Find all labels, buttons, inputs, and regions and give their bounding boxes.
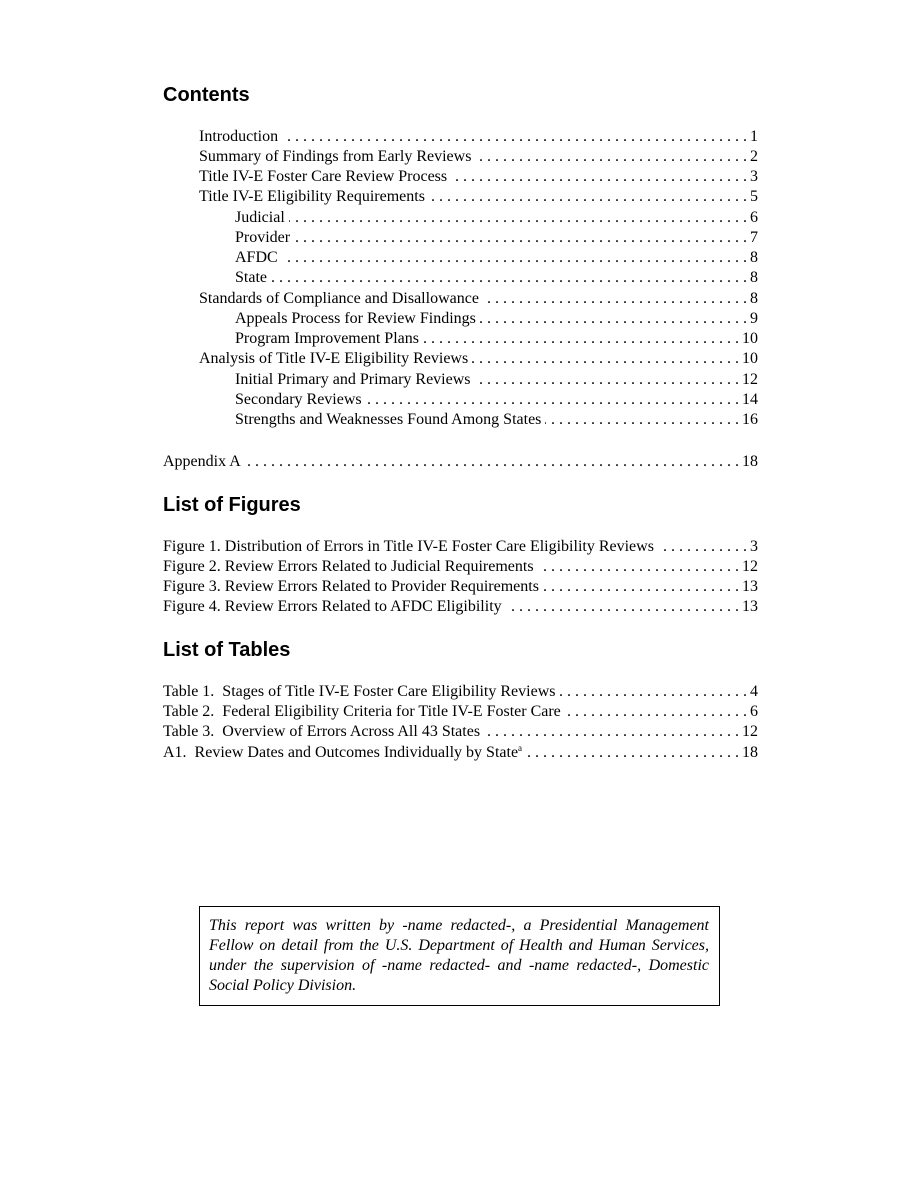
toc-entry-page: 10 — [742, 330, 758, 347]
table-entry-title: A1. Review Dates and Outcomes Individually by State — [163, 744, 519, 761]
toc-entry-review-process[interactable] — [199, 167, 758, 187]
dot-leader — [543, 577, 739, 597]
dot-leader — [559, 682, 747, 702]
toc-entry-introduction[interactable] — [199, 127, 758, 147]
figure-entry-page: 3 — [750, 538, 758, 555]
dot-leader — [658, 537, 747, 557]
figure-entry-1[interactable] — [163, 537, 758, 557]
table-entry-page: 12 — [742, 723, 758, 740]
table-entry-a1[interactable] — [163, 743, 758, 763]
toc-entry-eligibility-requirements[interactable] — [199, 187, 758, 207]
dot-leader — [294, 228, 747, 248]
dot-leader — [245, 452, 739, 472]
toc-entry-standards-of-compliance[interactable] — [199, 289, 758, 309]
dot-leader — [526, 743, 739, 763]
toc-entry-title: AFDC — [235, 249, 278, 266]
dot-leader — [480, 309, 747, 329]
table-entry-page: 4 — [750, 683, 758, 700]
toc-entry-page: 16 — [742, 411, 758, 428]
toc-entry-page: 7 — [750, 229, 758, 246]
dot-leader — [366, 390, 739, 410]
toc-entry-title: Appendix A — [163, 453, 241, 470]
figure-entry-page: 12 — [742, 558, 758, 575]
dot-leader — [506, 597, 739, 617]
dot-leader — [483, 289, 747, 309]
dot-leader — [423, 329, 739, 349]
dot-leader — [545, 410, 739, 430]
table-entry-2[interactable] — [163, 702, 758, 722]
toc-entry-summary-of-findings[interactable] — [199, 147, 758, 167]
toc-entry-page: 18 — [742, 453, 758, 470]
toc-entry-page: 12 — [742, 371, 758, 388]
toc-entry-program-improvement-plans[interactable] — [235, 329, 758, 349]
dot-leader — [484, 722, 739, 742]
toc-entry-page: 1 — [750, 128, 758, 145]
footnote-marker: a — [518, 743, 523, 753]
figure-entry-2[interactable] — [163, 557, 758, 577]
toc-entry-secondary-reviews[interactable] — [235, 390, 758, 410]
toc-entry-title: Title IV-E Eligibility Requirements — [199, 188, 425, 205]
toc-entry-title: Strengths and Weaknesses Found Among States — [235, 411, 542, 428]
toc-entry-title: Initial Primary and Primary Reviews — [235, 371, 471, 388]
toc-entry-appendix-a[interactable] — [163, 452, 758, 472]
dot-leader — [282, 127, 747, 147]
dot-leader — [429, 187, 747, 207]
figure-entry-title: Figure 2. Review Errors Related to Judicial Requirements — [163, 558, 534, 575]
figures-heading: List of Figures — [163, 494, 301, 516]
figure-entry-title: Figure 4. Review Errors Related to AFDC Eligibility — [163, 598, 502, 615]
toc-entry-page: 5 — [750, 188, 758, 205]
dot-leader — [475, 147, 747, 167]
dot-leader — [565, 702, 747, 722]
toc-entry-page: 6 — [750, 209, 758, 226]
toc-entry-provider[interactable] — [235, 228, 758, 248]
toc-entry-state[interactable] — [235, 268, 758, 288]
toc-entry-page: 8 — [750, 249, 758, 266]
toc-entry-page: 3 — [750, 168, 758, 185]
figure-entry-page: 13 — [742, 578, 758, 595]
toc-entry-judicial[interactable] — [235, 208, 758, 228]
figure-entry-title: Figure 3. Review Errors Related to Provider Requirements — [163, 578, 539, 595]
toc-entry-title: Analysis of Title IV-E Eligibility Reviews — [199, 350, 469, 367]
tables-heading: List of Tables — [163, 639, 291, 661]
dot-leader — [472, 349, 739, 369]
figure-entry-3[interactable] — [163, 577, 758, 597]
table-entry-title: Table 1. Stages of Title IV-E Foster Care Eligibility Reviews — [163, 683, 556, 700]
toc-entry-initial-primary-reviews[interactable] — [235, 370, 758, 390]
toc-entry-page: 9 — [750, 310, 758, 327]
toc-entry-page: 10 — [742, 350, 758, 367]
toc-entry-title: Secondary Reviews — [235, 391, 362, 408]
table-entry-1[interactable] — [163, 682, 758, 702]
figure-entry-page: 13 — [742, 598, 758, 615]
toc-entry-title: Program Improvement Plans — [235, 330, 419, 347]
toc-entry-title: Provider — [235, 229, 291, 246]
toc-entry-title: Appeals Process for Review Findings — [235, 310, 476, 327]
toc-entry-title: Standards of Compliance and Disallowance — [199, 290, 479, 307]
toc-entry-strengths-and-weaknesses[interactable] — [235, 410, 758, 430]
dot-leader — [282, 248, 747, 268]
table-entry-page: 18 — [742, 744, 758, 761]
toc-entry-title: Judicial — [235, 209, 285, 226]
toc-entry-title: Title IV-E Foster Care Review Process — [199, 168, 448, 185]
toc-entry-appeals-process[interactable] — [235, 309, 758, 329]
dot-leader — [475, 370, 739, 390]
dot-leader — [451, 167, 747, 187]
contents-heading: Contents — [163, 84, 250, 106]
table-entry-3[interactable] — [163, 722, 758, 742]
table-entry-title: Table 3. Overview of Errors Across All 43 States — [163, 723, 481, 740]
toc-entry-page: 14 — [742, 391, 758, 408]
table-entry-title: Table 2. Federal Eligibility Criteria for Title IV-E Foster Care — [163, 703, 561, 720]
toc-entry-title: Summary of Findings from Early Reviews — [199, 148, 472, 165]
toc-entry-title: Introduction — [199, 128, 279, 145]
toc-entry-page: 8 — [750, 290, 758, 307]
toc-entry-title: State — [235, 269, 267, 286]
authorship-note: This report was written by -name redacted-, a Presidential Management Fellow on detail from the U.S. Department of Health and Human Services, under the supervision of -name redacted- and -name redacted-, Domestic Social Policy Division. — [199, 906, 720, 1006]
dot-leader — [271, 268, 747, 288]
dot-leader — [538, 557, 739, 577]
toc-entry-page: 2 — [750, 148, 758, 165]
figure-entry-title: Figure 1. Distribution of Errors in Title IV-E Foster Care Eligibility Reviews — [163, 538, 654, 555]
toc-entry-page: 8 — [750, 269, 758, 286]
figure-entry-4[interactable] — [163, 597, 758, 617]
table-entry-page: 6 — [750, 703, 758, 720]
toc-entry-analysis-of-reviews[interactable] — [199, 349, 758, 369]
table-entry-title-wrap — [163, 743, 526, 763]
toc-entry-afdc[interactable] — [235, 248, 758, 268]
dot-leader — [289, 208, 747, 228]
